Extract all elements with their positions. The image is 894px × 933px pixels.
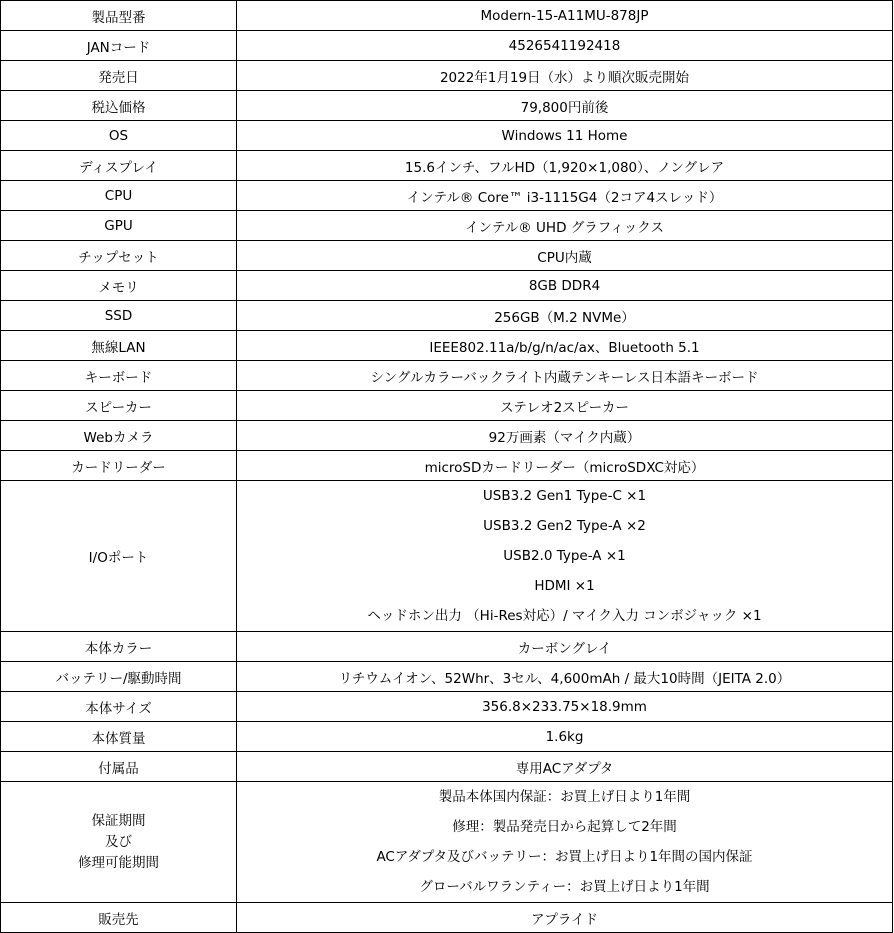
spec-row-jan [1,31,893,61]
spec-row-os [1,121,893,151]
spec-row-cardreader [1,451,893,481]
spec-row-size [1,692,893,722]
warranty-line: グローバルワランティー：お買上げ日より1年間 [419,879,710,895]
io-line: HDMI ×1 [534,578,595,594]
warranty-line: 修理：製品発売日から起算して2年間 [452,819,677,835]
spec-row-wireless [1,331,893,361]
io-line: ヘッドホン出力 （Hi-Res対応）/ マイク入力 コンボジャック ×1 [367,608,762,624]
label-chipset: チップセット [1,241,237,271]
spec-row-webcam [1,421,893,451]
spec-row-chipset [1,241,893,271]
value-cpu: インテル® Core™ i3-1115G4（2コア4スレッド） [237,181,893,211]
spec-row-memory [1,271,893,301]
label-price: 税込価格 [1,91,237,121]
label-display: ディスプレイ [1,151,237,181]
warranty-line: ACアダプタ及びバッテリー：お買上げ日より1年間の国内保証 [376,849,753,865]
value-jan-code: 4526541192418 [237,31,893,61]
value-speaker: ステレオ2スピーカー [237,391,893,421]
spec-row-cpu [1,181,893,211]
io-line: USB3.2 Gen1 Type-C ×1 [482,488,647,504]
spec-row-battery [1,662,893,692]
label-wireless-lan: 無線LAN [1,331,237,361]
spec-row-ssd [1,301,893,331]
value-card-reader: microSDカードリーダー（microSDXC対応） [237,451,893,481]
value-io-ports [237,481,893,632]
label-os: OS [1,121,237,151]
warranty-label-line: 及び [105,833,132,850]
label-ssd: SSD [1,301,237,331]
label-body-size: 本体サイズ [1,692,237,722]
value-gpu: インテル® UHD グラフィックス [237,211,893,241]
value-display: 15.6インチ、フルHD（1,920×1,080）、ノングレア [237,151,893,181]
spec-row-color [1,632,893,662]
label-io-ports: I/Oポート [1,481,237,632]
spec-row-warranty [1,782,893,903]
label-memory: メモリ [1,271,237,301]
label-webcam: Webカメラ [1,421,237,451]
label-weight: 本体質量 [1,722,237,752]
spec-row-gpu [1,211,893,241]
value-wireless-lan: IEEE802.11a/b/g/n/ac/ax、Bluetooth 5.1 [237,331,893,361]
label-model-number: 製品型番 [1,1,237,31]
value-price: 79,800円前後 [237,91,893,121]
label-accessories: 付属品 [1,752,237,782]
io-line: USB3.2 Gen2 Type-A ×2 [483,518,646,534]
spec-row-price [1,91,893,121]
label-jan-code: JANコード [1,31,237,61]
warranty-line: 製品本体国内保証：お買上げ日より1年間 [438,789,691,805]
spec-row-display [1,151,893,181]
value-model-number: Modern-15-A11MU-878JP [237,1,893,31]
value-release-date: 2022年1月19日（水）より順次販売開始 [237,61,893,91]
value-os: Windows 11 Home [237,121,893,151]
label-warranty [1,782,237,903]
value-seller: アプライド [237,903,893,933]
spec-row-keyboard [1,361,893,391]
value-battery: リチウムイオン、52Whr、3セル、4,600mAh / 最大10時間（JEITA 2.0） [237,662,893,692]
value-weight: 1.6kg [237,722,893,752]
value-ssd: 256GB（M.2 NVMe） [237,301,893,331]
value-keyboard: シングルカラーバックライト内蔵テンキーレス日本語キーボード [237,361,893,391]
label-battery: バッテリー/駆動時間 [1,662,237,692]
label-release-date: 発売日 [1,61,237,91]
spec-row-io [1,481,893,632]
spec-row-model [1,1,893,31]
label-cpu: CPU [1,181,237,211]
label-keyboard: キーボード [1,361,237,391]
label-gpu: GPU [1,211,237,241]
label-card-reader: カードリーダー [1,451,237,481]
value-body-color: カーボングレイ [237,632,893,662]
label-seller: 販売先 [1,903,237,933]
spec-row-weight [1,722,893,752]
io-line: USB2.0 Type-A ×1 [503,548,626,564]
spec-row-release [1,61,893,91]
label-body-color: 本体カラー [1,632,237,662]
value-chipset: CPU内蔵 [237,241,893,271]
spec-row-seller [1,903,893,933]
value-accessories: 専用ACアダプタ [237,752,893,782]
warranty-label-line: 修理可能期間 [78,854,159,871]
value-memory: 8GB DDR4 [237,271,893,301]
value-warranty [237,782,893,903]
spec-row-accessories [1,752,893,782]
label-speaker: スピーカー [1,391,237,421]
value-body-size: 356.8×233.75×18.9mm [237,692,893,722]
value-webcam: 92万画素（マイク内蔵） [237,421,893,451]
spec-table-body [1,1,893,933]
spec-row-speaker [1,391,893,421]
warranty-label-line: 保証期間 [91,812,146,829]
